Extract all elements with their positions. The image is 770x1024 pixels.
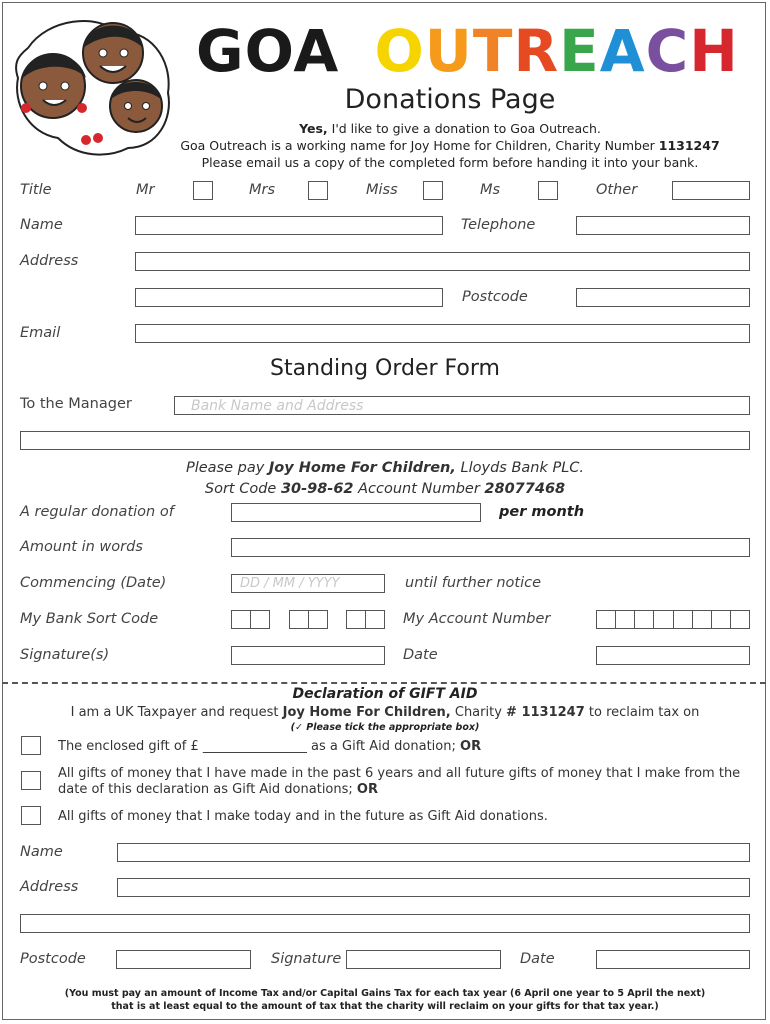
date-label: Date	[403, 647, 438, 663]
page-subtitle: Donations Page	[344, 84, 556, 115]
charity-number: 1131247	[658, 138, 720, 153]
payee-sort-code: 30-98-62	[280, 481, 354, 497]
title-option-mrs: Mrs	[249, 182, 276, 198]
title-other-field[interactable]	[672, 181, 750, 200]
title-checkbox-mrs[interactable]	[308, 181, 328, 200]
gift-aid-heading: Declaration of GIFT AID	[292, 686, 478, 702]
gift-aid-address-field-line1[interactable]	[117, 878, 750, 897]
commencing-label: Commencing (Date)	[20, 575, 167, 591]
gift-aid-option-1	[58, 739, 481, 755]
footnote	[20, 987, 750, 1013]
address-field-line1[interactable]	[135, 252, 750, 271]
gift-aid-checkbox-1[interactable]	[21, 736, 41, 755]
account-prefix: Account Number	[353, 481, 485, 497]
name-field[interactable]	[135, 216, 443, 235]
gift-aid-postcode-label: Postcode	[20, 951, 86, 967]
title-checkbox-ms[interactable]	[538, 181, 558, 200]
gift-aid-date-label: Date	[520, 951, 555, 967]
gift-aid-signature-label: Signature	[271, 951, 342, 967]
title-letter: O	[374, 17, 425, 85]
title-outreach	[374, 17, 738, 85]
taxpayer-payee: Joy Home For Children,	[282, 705, 451, 720]
gift-aid-option-1-or: OR	[460, 739, 482, 754]
taxpayer-prefix: I am a UK Taxpayer and request	[70, 705, 283, 720]
title-option-miss: Miss	[366, 182, 398, 198]
my-sort-code-label: My Bank Sort Code	[20, 611, 159, 627]
telephone-field[interactable]	[576, 216, 750, 235]
intro-yes: Yes,	[299, 121, 328, 136]
gift-aid-address-label: Address	[20, 879, 79, 895]
title-goa: GOA	[196, 17, 340, 85]
address-label: Address	[20, 253, 79, 269]
gift-aid-name-label: Name	[20, 844, 63, 860]
title-option-other: Other	[596, 182, 638, 198]
gift-aid-option-2-text: All gifts of money that I have made in the past 6 years and all future gifts of money that I make from the date of this declaration as Gift Aid donations;	[58, 766, 741, 797]
taxpayer-charity: Charity	[450, 705, 507, 720]
gift-aid-checkbox-2[interactable]	[21, 771, 41, 790]
gift-aid-option-3: All gifts of money that I make today and in the future as Gift Aid donations.	[58, 809, 548, 824]
postcode-label: Postcode	[462, 289, 528, 305]
footnote-line1: (You must pay an amount of Income Tax and/or Capital Gains Tax for each tax year (6 April one year to 5 April the next)	[64, 988, 706, 999]
sort-code-pair-3[interactable]	[346, 610, 385, 629]
signature-field[interactable]	[231, 646, 385, 665]
sort-prefix: Sort Code	[204, 481, 281, 497]
title-option-ms: Ms	[480, 182, 501, 198]
gift-aid-option-1-text: The enclosed gift of £ ________________ as a Gift Aid donation;	[58, 739, 461, 754]
title-letter: E	[559, 17, 600, 85]
gift-aid-option-2-or: OR	[356, 782, 378, 797]
name-label: Name	[20, 217, 63, 233]
logo-title	[196, 17, 739, 85]
gift-aid-checkbox-3[interactable]	[21, 806, 41, 825]
address-field-line2[interactable]	[135, 288, 443, 307]
payee-details	[20, 458, 750, 500]
until-notice-label: until further notice	[405, 575, 542, 591]
email-field[interactable]	[135, 324, 750, 343]
amount-words-field[interactable]	[231, 538, 750, 557]
gift-aid-date-field[interactable]	[596, 950, 750, 969]
sort-code-pair-2[interactable]	[289, 610, 328, 629]
tick-note: (✓ Please tick the appropriate box)	[290, 722, 480, 733]
date-field[interactable]	[596, 646, 750, 665]
commencing-date-field[interactable]: DD / MM / YYYY	[231, 574, 385, 593]
title-checkbox-mr[interactable]	[193, 181, 213, 200]
postcode-field[interactable]	[576, 288, 750, 307]
donation-amount-field[interactable]	[231, 503, 481, 522]
intro-line3: Please email us a copy of the completed form before handing it into your bank.	[201, 155, 699, 170]
title-letter: T	[472, 17, 514, 85]
pay-prefix: Please pay	[185, 460, 269, 476]
payee-bank: Lloyds Bank PLC.	[455, 460, 585, 476]
title-letter: A	[599, 17, 646, 85]
footnote-line2: that is at least equal to the amount of tax that the charity will reclaim on your gifts for that tax year.)	[111, 1001, 659, 1012]
intro-text	[160, 120, 740, 171]
intro-line1: I'd like to give a donation to Goa Outreach.	[327, 121, 601, 136]
account-number-field[interactable]	[596, 610, 750, 629]
amount-words-label: Amount in words	[20, 539, 143, 555]
gift-aid-name-field[interactable]	[117, 843, 750, 862]
children-logo-icon	[8, 8, 173, 158]
gift-aid-postcode-field[interactable]	[116, 950, 251, 969]
to-manager-label: To the Manager	[20, 396, 132, 412]
gift-aid-signature-field[interactable]	[346, 950, 501, 969]
email-label: Email	[20, 325, 61, 341]
bank-address-field-line2[interactable]	[20, 431, 750, 450]
per-month-label: per month	[499, 504, 585, 520]
title-letter: U	[424, 17, 473, 85]
gift-aid-option-2	[58, 766, 748, 798]
bank-name-address-field[interactable]: Bank Name and Address	[174, 396, 750, 415]
title-option-mr: Mr	[136, 182, 155, 198]
title-label: Title	[20, 182, 52, 198]
gift-aid-address-field-line2[interactable]	[20, 914, 750, 933]
taxpayer-charity-number: # 1131247	[506, 705, 585, 720]
title-letter: C	[645, 17, 690, 85]
payee-name: Joy Home For Children,	[268, 460, 456, 476]
taxpayer-suffix: to reclaim tax on	[584, 705, 700, 720]
sort-code-pair-1[interactable]	[231, 610, 270, 629]
title-letter: H	[689, 17, 739, 85]
signature-label: Signature(s)	[20, 647, 110, 663]
cut-line-divider	[2, 682, 766, 684]
my-account-label: My Account Number	[403, 611, 551, 627]
intro-line2: Goa Outreach is a working name for Joy Home for Children, Charity Number	[180, 138, 659, 153]
regular-donation-label: A regular donation of	[20, 504, 174, 520]
standing-order-heading: Standing Order Form	[270, 356, 500, 381]
payee-account-number: 28077468	[484, 481, 566, 497]
title-letter: R	[513, 17, 560, 85]
taxpayer-statement	[20, 705, 750, 721]
title-checkbox-miss[interactable]	[423, 181, 443, 200]
telephone-label: Telephone	[461, 217, 536, 233]
